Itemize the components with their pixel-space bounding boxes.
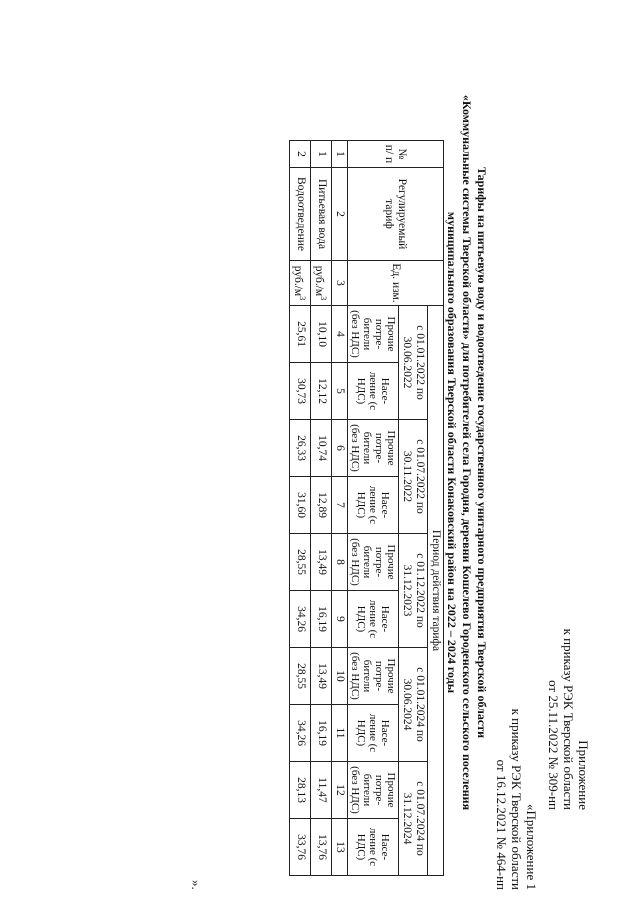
tariff-value: 10,74 [311,420,332,477]
row-unit: $руб./м^3$ [311,261,332,306]
tariff-value: 26,33 [290,420,311,477]
table-row [290,141,311,876]
tariff-value: 11,47 [311,762,332,819]
closing-quote: ». [189,880,204,890]
subheader-population: Насе- ление (с НДС) [348,363,399,420]
period-header: с 01.07.2022 по 30.11.2022 [399,420,428,534]
title-line: муниципального образования Тверской области Конаковский район на 2022 – 2024 годы [445,211,459,694]
tariff-value: 28,13 [290,762,311,819]
tariff-value: 16,19 [311,705,332,762]
tariff-value: 12,89 [311,477,332,534]
row-number: 1 [311,141,332,168]
column-number: 3 [332,261,348,306]
appendix-line: к приказу РЭК Тверской области [561,628,576,810]
tariff-value: 13,49 [311,534,332,591]
title-line: «Коммунальные системы Тверской области» для потребителей села Городня, деревни Кошелево Городенского сельского поселения [460,94,474,811]
tariff-value: 34,26 [290,705,311,762]
header-num: № п/ п [348,141,444,168]
tariff-value: 13,49 [311,648,332,705]
column-number: 9 [332,591,348,648]
column-number: 1 [332,141,348,168]
column-number: 7 [332,477,348,534]
tariff-value: 16,19 [311,591,332,648]
column-number: 6 [332,420,348,477]
tariff-value: 31,60 [290,477,311,534]
tariff-value: 13,76 [311,819,332,876]
appendix-line: от 25.11.2022 № 309-нп [546,680,561,810]
column-number: 10 [332,648,348,705]
column-number: 12 [332,762,348,819]
subheader-other: Прочие потре- бители (без НДС) [348,420,399,477]
column-number: 4 [332,306,348,363]
period-header: с 01.01.2022 по 30.06.2022 [399,306,428,420]
tariff-value: 30,73 [290,363,311,420]
header-period: Период действия тарифа [428,306,444,876]
row-number: 2 [290,141,311,168]
row-tariff-name: Питьевая вода [311,168,332,261]
subheader-other: Прочие потре- бители (без НДС) [348,306,399,363]
row-tariff-name: Водоотведение [290,168,311,261]
prev-appendix-block [494,560,539,890]
column-number: 13 [332,819,348,876]
subheader-population: Насе- ление (с НДС) [348,819,399,876]
column-number: 2 [332,168,348,261]
header-tariff: Регулируемый тариф [348,168,444,261]
column-number-row [332,141,348,876]
subheader-population: Насе- ление (с НДС) [348,591,399,648]
tariff-value: 34,26 [290,591,311,648]
prev-appendix-line: от 16.12.2021 № 464-нп [494,759,509,890]
tariff-value: 10,10 [311,306,332,363]
document-title [444,0,489,905]
prev-appendix-line: «Приложение 1 [524,803,539,890]
row-unit: $руб./м^3$ [290,261,311,306]
prev-appendix-line: к приказу РЭК Тверской области [509,708,524,890]
header-unit: Ед. изм. [348,261,444,306]
subheader-population: Насе- ление (с НДС) [348,477,399,534]
tariff-value: 28,55 [290,648,311,705]
column-number: 11 [332,705,348,762]
tariff-table [289,140,444,876]
column-number: 5 [332,363,348,420]
tariff-value: 12,12 [311,363,332,420]
title-line: Тарифы на питьевую воду и водоотведение государственного унитарного предприятия Тверской области [475,166,489,739]
subheader-other: Прочие потре- бители (без НДС) [348,648,399,705]
period-header: с 01.07.2024 по 31.12.2024 [399,762,428,876]
column-number: 8 [332,534,348,591]
subheader-other: Прочие потре- бители (без НДС) [348,534,399,591]
appendix-line: Приложение [576,740,591,810]
table-row [311,141,332,876]
period-header: с 01.01.2024 по 30.06.2024 [399,648,428,762]
period-header: с 01.12.2022 по 31.12.2023 [399,534,428,648]
subheader-population: Насе- ление (с НДС) [348,705,399,762]
tariff-value: 28,55 [290,534,311,591]
tariff-value: 25,61 [290,306,311,363]
tariff-value: 33,76 [290,819,311,876]
subheader-other: Прочие потре- бители (без НДС) [348,762,399,819]
appendix-block [546,560,591,810]
